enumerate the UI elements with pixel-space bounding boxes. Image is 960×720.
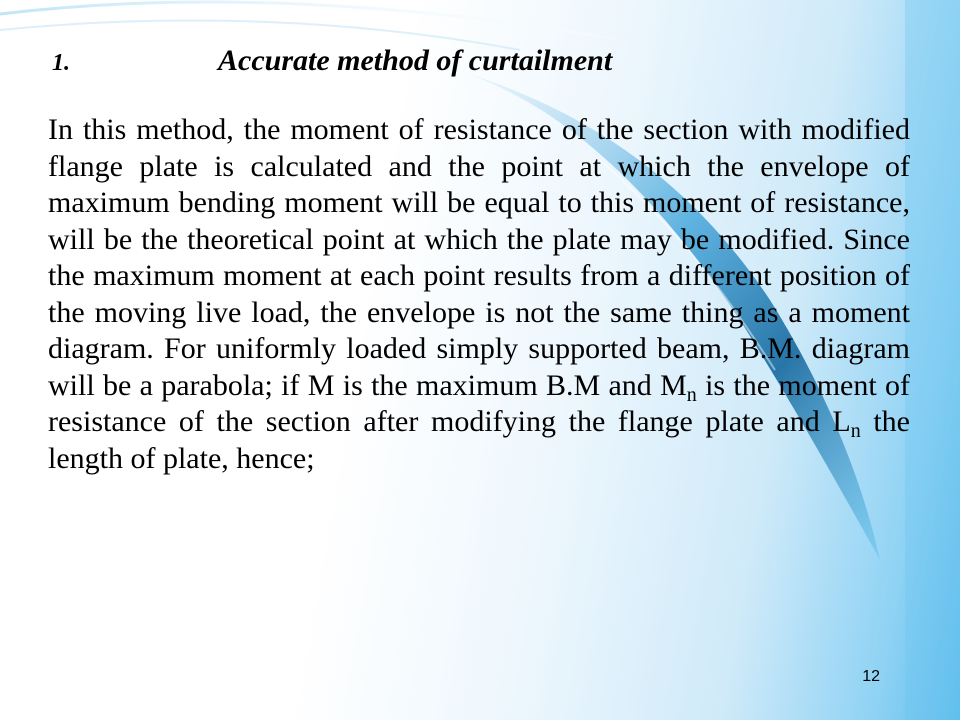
body-paragraph	[48, 112, 910, 477]
right-edge-band	[905, 0, 960, 720]
title-number: 1.	[52, 50, 70, 76]
body-text-part-2: is the moment of resistance of the section after modifying the flange plate and L	[48, 368, 910, 438]
body-text-part-3: the length of plate, hence;	[48, 405, 910, 475]
slide-title: Accurate method of curtailment	[218, 44, 613, 77]
top-arc-line	[0, 2, 620, 40]
subscript-n-2: n	[850, 420, 861, 442]
body-text-part-1: In this method, the moment of resistance of the section with modified flange plate is calculated and the point at which the envelope of maximum bending moment will be equal to this moment of resistance, will be the theoretical point at which the plate may be modified. Since the maximum moment at each point results from a different position of the moving live load, the envelope is not the same thing as a moment diagram. For uniformly loaded simply supported beam, B.M. diagram will be a parabola; if M is the maximum B.M and M	[48, 113, 910, 402]
subscript-n-1: n	[686, 383, 697, 406]
page-number: 12	[862, 668, 880, 685]
